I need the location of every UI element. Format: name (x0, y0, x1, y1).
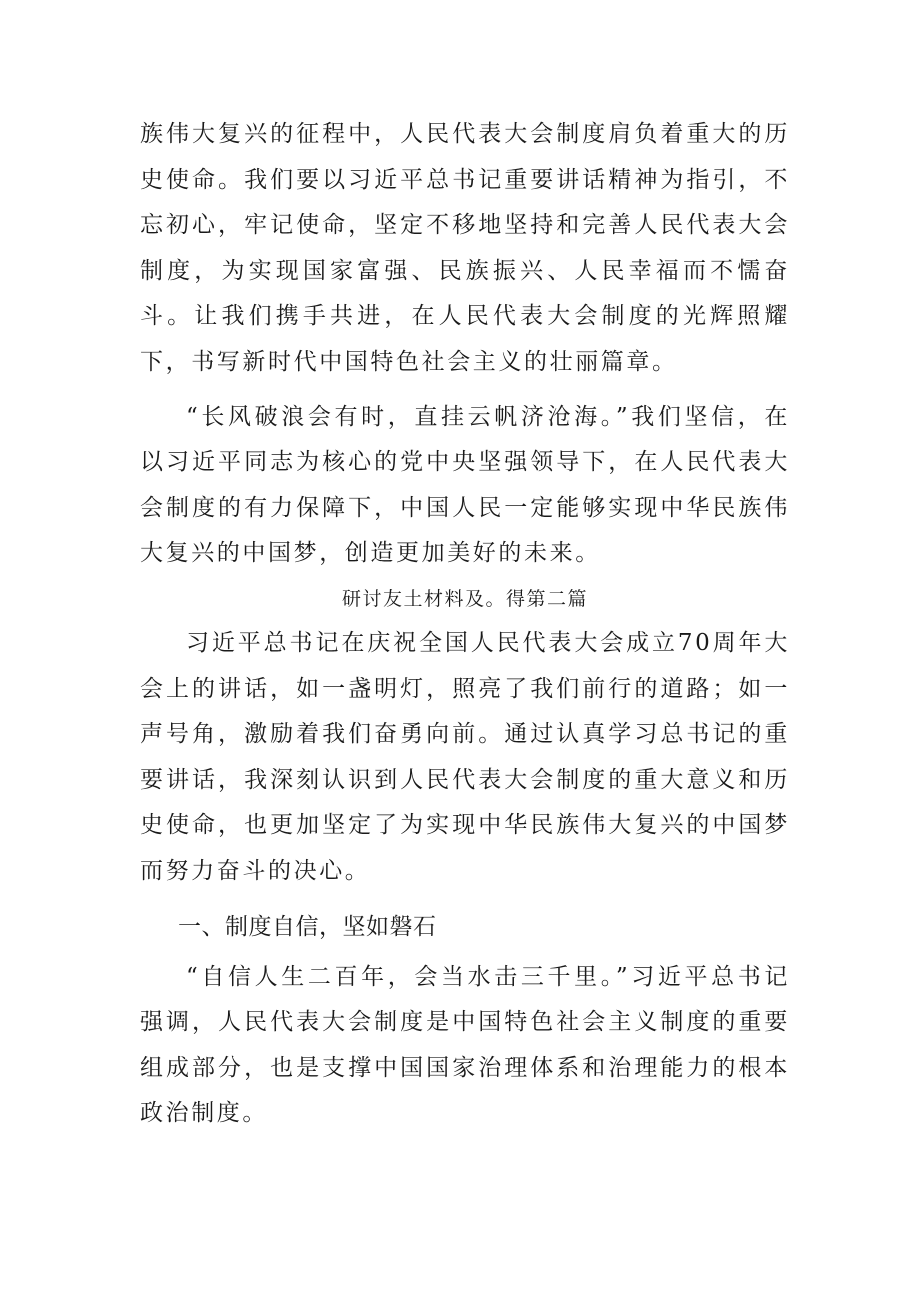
section-title: 研讨友土材料及。得第二篇 (341, 587, 588, 610)
body-paragraph: “自信人生二百年，会当水击三千里。”习近平总书记强调，人民代表大会制度是中国特色社会主义制度的重要组成部分，也是支撑中国国家治理体系和治理能力的根本政治制度。 (140, 963, 790, 1127)
intro-paragraph: 习近平总书记在庆祝全国人民代表大会成立70周年大会上的讲话，如一盏明灯，照亮了我们前行的道路；如一声号角，激励着我们奋勇向前。通过认真学习总书记的重要讲话，我深刻认识到人民代表大会制度的重大意义和历史使命，也更加坚定了为实现中华民族伟大复兴的中国梦而努力奋斗的决心。 (140, 629, 790, 884)
continuation-paragraph: 族伟大复兴的征程中，人民代表大会制度肩负着重大的历史使命。我们要以习近平总书记重要讲话精神为指引，不忘初心，牢记使命，坚定不移地坚持和完善人民代表大会制度，为实现国家富强、民族振兴、人民幸福而不懦奋斗。让我们携手共进，在人民代表大会制度的光辉照耀下，书写新时代中国特色社会主义的壮丽篇章。 (140, 121, 790, 375)
document-page (140, 112, 790, 1137)
section-heading: 一、制度自信，坚如磐石 (178, 913, 437, 940)
conclusion-paragraph: “长风破浪会有时，直挂云帆济沧海。”我们坚信，在以习近平同志为核心的党中央坚强领导下，在人民代表大会制度的有力保障下，中国人民一定能够实现中华民族伟大复兴的中国梦，创造更加美好的未来。 (140, 403, 790, 567)
